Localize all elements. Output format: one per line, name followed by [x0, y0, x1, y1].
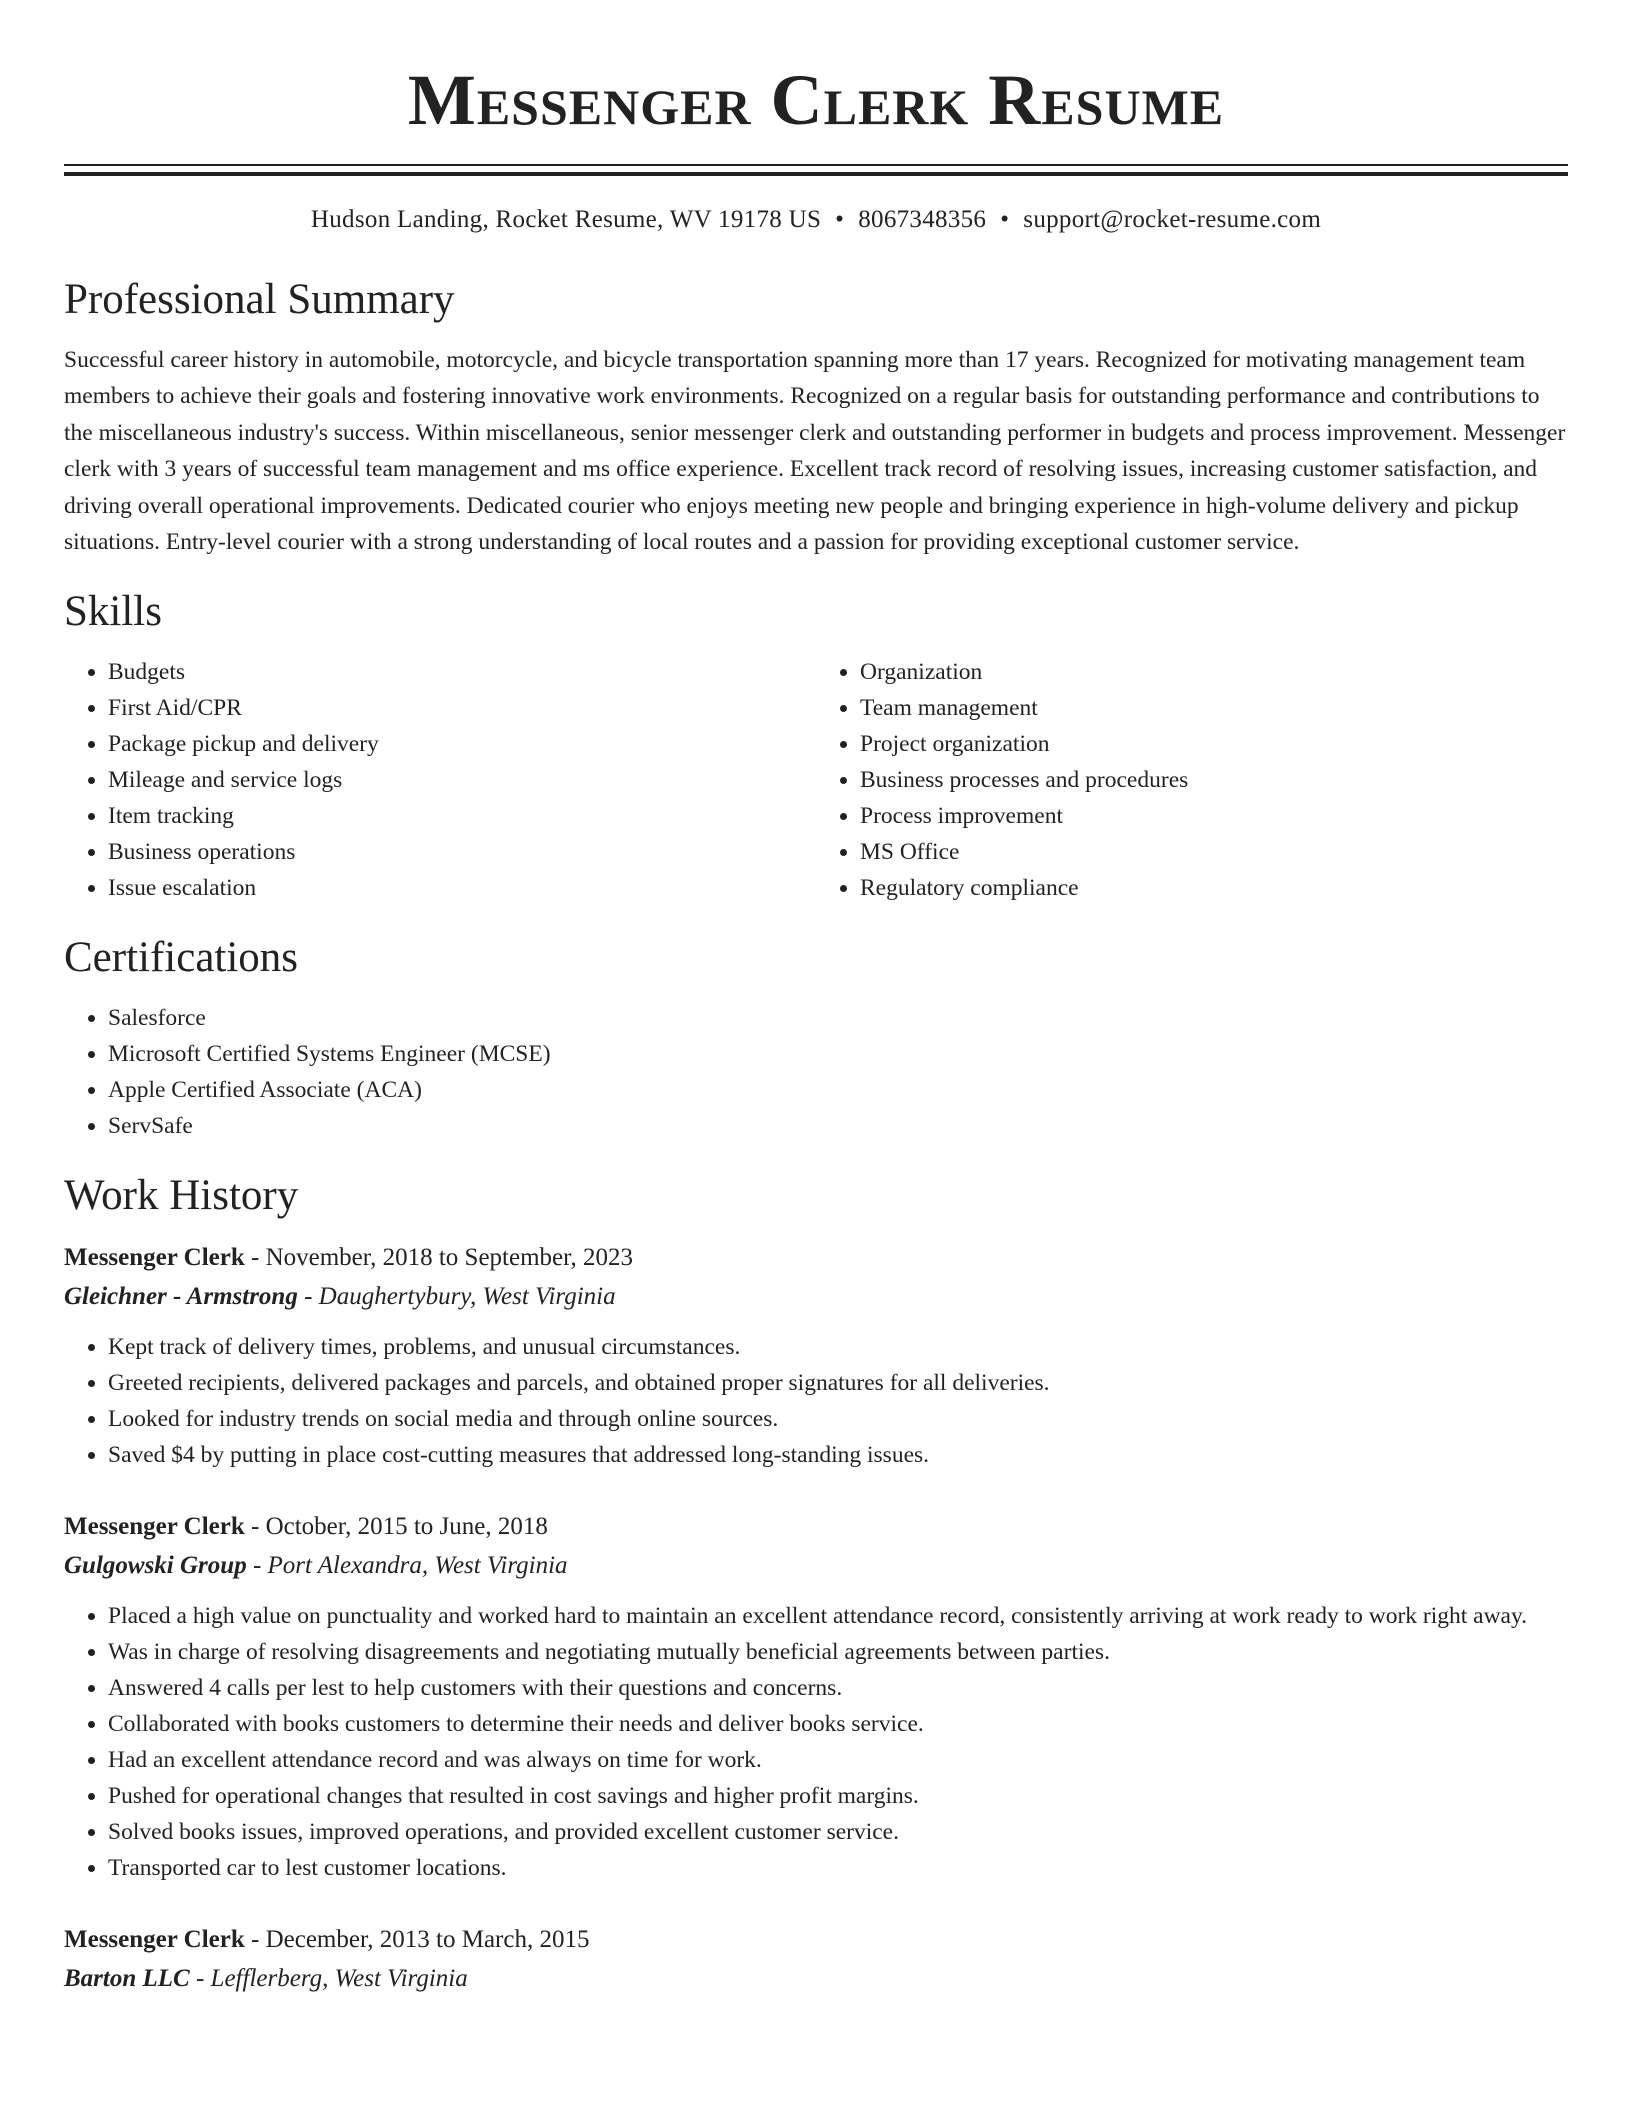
job-duty: • Solved books issues, improved operations, and provided excellent customer service.: [108, 1814, 1568, 1850]
job-duty: • Kept track of delivery times, problems, and unusual circumstances.: [108, 1329, 1568, 1365]
title-rule-thick: [64, 172, 1568, 176]
skill-item: • Item tracking: [108, 798, 816, 834]
contact-address: Hudson Landing, Rocket Resume, WV 19178 US: [310, 206, 822, 233]
job-duty: • Looked for industry trends on social media and through online sources.: [108, 1401, 1568, 1437]
job-duties-list: [64, 1598, 1568, 1886]
job-header: [64, 1922, 1568, 1958]
certifications-list: [64, 1000, 1568, 1144]
skills-heading: Skills: [64, 588, 162, 636]
job-company: Gulgowski Group: [64, 1552, 247, 1580]
skill-item: • Project organization: [860, 726, 1568, 762]
job-entry: [64, 1922, 1568, 1997]
job-duty: • Pushed for operational changes that resulted in cost savings and higher profit margins.: [108, 1778, 1568, 1814]
contact-line: [64, 204, 1568, 236]
job-employer: [64, 1279, 1568, 1315]
certification-item: • ServSafe: [108, 1108, 1568, 1144]
job-header: [64, 1240, 1568, 1276]
skills-list-right: [816, 654, 1568, 906]
job-duty: • Was in charge of resolving disagreements and negotiating mutually beneficial agreements between parties.: [108, 1634, 1568, 1670]
skill-item: • Business operations: [108, 834, 816, 870]
skill-item: • Mileage and service logs: [108, 762, 816, 798]
job-header: [64, 1509, 1568, 1545]
contact-separator: •: [835, 206, 845, 233]
job-company: Gleichner - Armstrong: [64, 1283, 298, 1311]
resume-page: [64, 0, 1568, 1997]
title-rule-thin: [64, 164, 1568, 166]
certification-item: • Apple Certified Associate (ACA): [108, 1072, 1568, 1108]
work-history-heading: Work History: [64, 1172, 299, 1220]
job-duties-list: [64, 1329, 1568, 1473]
contact-email: support@rocket-resume.com: [1023, 206, 1322, 233]
skill-item: • First Aid/CPR: [108, 690, 816, 726]
job-company: Barton LLC: [64, 1965, 190, 1993]
skills-list-left: [64, 654, 816, 906]
skill-item: • Budgets: [108, 654, 816, 690]
summary-heading: Professional Summary: [64, 276, 455, 323]
summary-text: Successful career history in automobile, motorcycle, and bicycle transportation spanning more than 17 years. Recognized for motivating management team members to achieve their goals and fostering innovative work environments. Recognized on a regular basis for outstanding performance and contributions to the miscellaneous industry's success. Within miscellaneous, senior messenger clerk and outstanding performer in budgets and process improvement. Messenger clerk with 3 years of successful team management and ms office experience. Excellent track record of resolving issues, increasing customer satisfaction, and driving overall operational improvements. Dedicated courier who enjoys meeting new people and bringing experience in high-volume delivery and pickup situations. Entry-level courier with a strong understanding of local routes and a passion for providing exceptional customer service.: [64, 347, 1566, 556]
job-duty: • Answered 4 calls per lest to help customers with their questions and concerns.: [108, 1670, 1568, 1706]
job-role: Messenger Clerk: [64, 1926, 245, 1954]
job-entry: [64, 1240, 1568, 1473]
job-duty: • Saved $4 by putting in place cost-cutting measures that addressed long-standing issues.: [108, 1437, 1568, 1473]
job-dates: - November, 2018 to September, 2023: [244, 1244, 633, 1272]
job-employer: [64, 1548, 1568, 1584]
job-location: - Lefflerberg, West Virginia: [189, 1965, 468, 1993]
job-duty: • Placed a high value on punctuality and worked hard to maintain an excellent attendance record, consistently arriving at work ready to work right away.: [108, 1598, 1568, 1634]
job-dates: - December, 2013 to March, 2015: [244, 1926, 590, 1954]
resume-title: Messenger Clerk Resume: [407, 60, 1225, 140]
job-role: Messenger Clerk: [64, 1244, 245, 1272]
certifications-heading: Certifications: [64, 934, 299, 982]
job-entry: [64, 1509, 1568, 1886]
job-employer: [64, 1961, 1568, 1997]
contact-separator: •: [1000, 206, 1010, 233]
job-duty: • Greeted recipients, delivered packages and parcels, and obtained proper signatures for all deliveries.: [108, 1365, 1568, 1401]
job-location: - Port Alexandra, West Virginia: [246, 1552, 568, 1580]
contact-phone: 8067348356: [858, 206, 987, 233]
job-dates: - October, 2015 to June, 2018: [244, 1513, 548, 1541]
skill-item: • Business processes and procedures: [860, 762, 1568, 798]
skill-item: • Team management: [860, 690, 1568, 726]
skill-item: • Issue escalation: [108, 870, 816, 906]
job-role: Messenger Clerk: [64, 1513, 245, 1541]
job-location: - Daughertybury, West Virginia: [297, 1283, 616, 1311]
skill-item: • Package pickup and delivery: [108, 726, 816, 762]
skills-grid: [64, 654, 1568, 906]
skill-item: • Process improvement: [860, 798, 1568, 834]
job-duty: • Transported car to lest customer locations.: [108, 1850, 1568, 1886]
certification-item: • Salesforce: [108, 1000, 1568, 1036]
skill-item: • MS Office: [860, 834, 1568, 870]
certification-item: • Microsoft Certified Systems Engineer (MCSE): [108, 1036, 1568, 1072]
skill-item: • Regulatory compliance: [860, 870, 1568, 906]
skill-item: • Organization: [860, 654, 1568, 690]
job-duty: • Had an excellent attendance record and was always on time for work.: [108, 1742, 1568, 1778]
job-duty: • Collaborated with books customers to determine their needs and deliver books service.: [108, 1706, 1568, 1742]
